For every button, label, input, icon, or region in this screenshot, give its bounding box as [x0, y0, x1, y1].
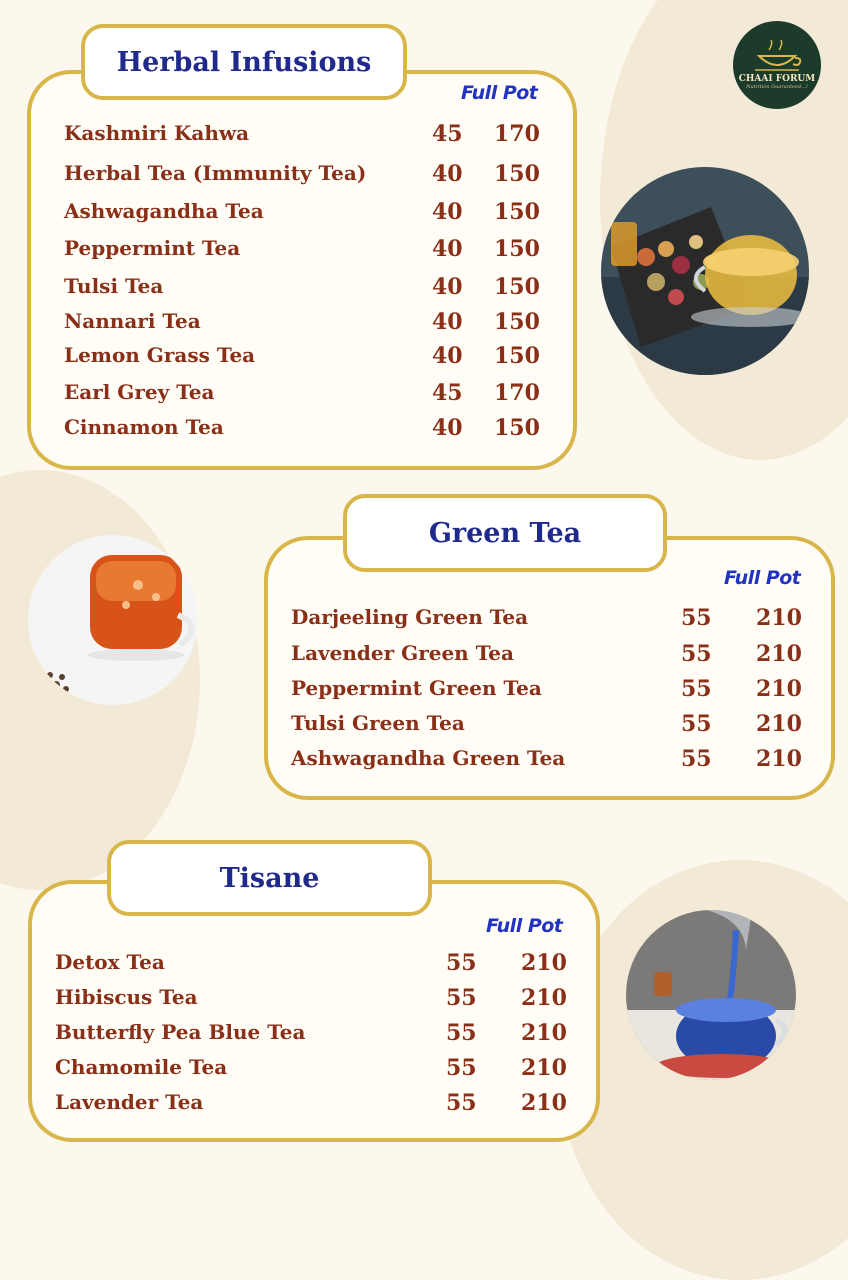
menu-item-pot-price: 210 — [756, 711, 802, 737]
menu-item-name: Lavender Tea — [55, 1090, 204, 1114]
menu-item-cup-price: 55 — [681, 711, 712, 737]
menu-item-row — [0, 121, 848, 151]
menu-item-row — [0, 711, 848, 741]
tisane-title: Tisane — [107, 840, 432, 916]
menu-item-name: Butterfly Pea Blue Tea — [55, 1020, 306, 1044]
menu-item-cup-price: 40 — [432, 161, 463, 187]
menu-item-name: Ashwagandha Tea — [64, 199, 264, 223]
menu-item-cup-price: 55 — [446, 1090, 477, 1116]
menu-item-row — [0, 1090, 848, 1120]
menu-item-pot-price: 210 — [521, 950, 567, 976]
menu-item-cup-price: 40 — [432, 236, 463, 262]
green-full-pot-header: Full Pot — [724, 567, 801, 589]
menu-item-name: Kashmiri Kahwa — [64, 121, 250, 145]
menu-item-cup-price: 45 — [432, 380, 463, 406]
menu-item-name: Tulsi Tea — [64, 274, 164, 298]
menu-item-row — [0, 380, 848, 410]
menu-item-pot-price: 150 — [494, 161, 540, 187]
menu-item-pot-price: 150 — [494, 274, 540, 300]
menu-item-pot-price: 210 — [756, 676, 802, 702]
menu-item-row — [0, 746, 848, 776]
tisane-full-pot-header: Full Pot — [486, 915, 563, 937]
menu-item-name: Nannari Tea — [64, 309, 201, 333]
menu-item-name: Darjeeling Green Tea — [291, 605, 529, 629]
menu-item-cup-price: 40 — [432, 415, 463, 441]
menu-item-pot-price: 210 — [521, 1090, 567, 1116]
menu-item-cup-price: 55 — [681, 605, 712, 631]
teacup-logo-icon — [749, 40, 805, 74]
brand-tagline: Nutrition Guaranteed...! — [746, 84, 808, 90]
menu-item-pot-price: 210 — [521, 1055, 567, 1081]
menu-item-pot-price: 170 — [494, 380, 540, 406]
green-tea-photo — [28, 535, 198, 705]
menu-item-name: Hibiscus Tea — [55, 985, 198, 1009]
brand-name: CHAAI FORUM — [738, 74, 816, 84]
menu-item-name: Detox Tea — [55, 950, 165, 974]
menu-item-cup-price: 40 — [432, 343, 463, 369]
menu-item-pot-price: 210 — [756, 746, 802, 772]
menu-item-name: Lemon Grass Tea — [64, 343, 256, 367]
herbal-title: Herbal Infusions — [81, 24, 407, 100]
menu-item-cup-price: 45 — [432, 121, 463, 147]
menu-item-pot-price: 210 — [756, 605, 802, 631]
menu-item-name: Tulsi Green Tea — [291, 711, 465, 735]
menu-item-name: Herbal Tea (Immunity Tea) — [64, 161, 367, 185]
menu-item-name: Ashwagandha Green Tea — [291, 746, 566, 770]
tisane-tea-photo — [626, 910, 796, 1080]
menu-item-cup-price: 55 — [681, 676, 712, 702]
menu-item-pot-price: 150 — [494, 309, 540, 335]
herbal-full-pot-header: Full Pot — [461, 82, 538, 104]
green-title: Green Tea — [343, 494, 667, 572]
menu-item-pot-price: 210 — [756, 641, 802, 667]
menu-item-pot-price: 150 — [494, 236, 540, 262]
menu-item-cup-price: 55 — [446, 950, 477, 976]
menu-item-cup-price: 55 — [446, 1055, 477, 1081]
menu-item-name: Peppermint Green Tea — [291, 676, 542, 700]
menu-item-pot-price: 210 — [521, 985, 567, 1011]
menu-item-pot-price: 150 — [494, 199, 540, 225]
herbal-tea-photo — [601, 167, 809, 375]
menu-item-cup-price: 40 — [432, 309, 463, 335]
menu-item-name: Cinnamon Tea — [64, 415, 224, 439]
menu-item-cup-price: 55 — [681, 641, 712, 667]
brand-logo — [733, 21, 821, 109]
menu-item-pot-price: 170 — [494, 121, 540, 147]
menu-item-cup-price: 55 — [446, 1020, 477, 1046]
menu-item-name: Peppermint Tea — [64, 236, 241, 260]
menu-item-cup-price: 55 — [446, 985, 477, 1011]
menu-item-cup-price: 40 — [432, 274, 463, 300]
menu-item-cup-price: 55 — [681, 746, 712, 772]
menu-item-name: Lavender Green Tea — [291, 641, 514, 665]
menu-item-pot-price: 150 — [494, 415, 540, 441]
menu-item-name: Earl Grey Tea — [64, 380, 215, 404]
menu-item-name: Chamomile Tea — [55, 1055, 228, 1079]
menu-item-pot-price: 210 — [521, 1020, 567, 1046]
menu-item-row — [0, 415, 848, 445]
menu-item-cup-price: 40 — [432, 199, 463, 225]
menu-item-pot-price: 150 — [494, 343, 540, 369]
